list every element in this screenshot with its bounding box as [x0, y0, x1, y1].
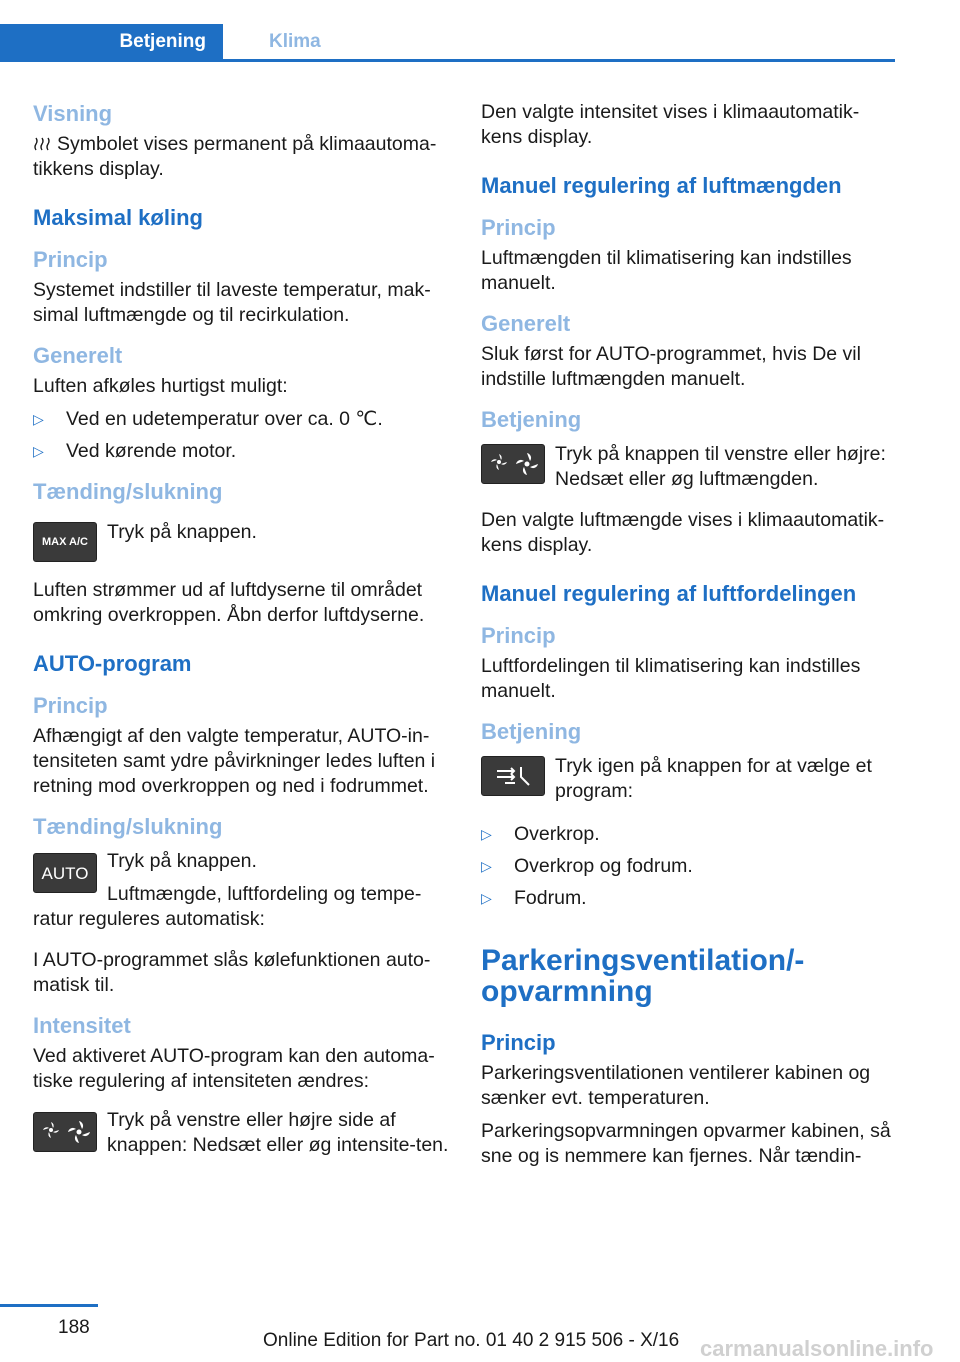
auto-taending-text1: Tryk på knappen.	[107, 850, 257, 872]
maks-princip-text: Systemet indstiller til laveste temperatur, mak-simal luftmængde og til recirkulation.	[33, 279, 431, 326]
maks-taending-text: Tryk på knappen.	[107, 521, 257, 543]
luft-generelt-heading: Generelt	[481, 311, 571, 336]
visning-text: Symbolet vises permanent på klimaautoma-tikkens display.	[33, 133, 437, 180]
auto-taending-heading: Tænding/slukning	[33, 814, 223, 839]
list-item: ▷ Ved en udetemperatur over ca. 0 ℃.	[33, 408, 383, 430]
maks-princip-heading: Princip	[33, 247, 108, 272]
fordel-button-row	[481, 754, 899, 804]
maks-generelt-heading: Generelt	[33, 343, 123, 368]
intensitet-button-block	[33, 1108, 451, 1158]
seat-airflow-icon	[491, 763, 535, 789]
intensitet-button-text: Tryk på venstre eller højre side af knappen: Nedsæt eller øg intensite-ten.	[107, 1109, 449, 1156]
air-distribution-button-image	[481, 756, 545, 796]
intensitet-heading: Intensitet	[33, 1013, 131, 1038]
right-column	[481, 100, 899, 1169]
fordel-bullet-list	[481, 822, 899, 911]
left-column	[33, 100, 451, 1158]
list-item: ▷ Ved kørende motor.	[33, 440, 237, 462]
triangle-bullet-icon: ▷	[481, 826, 492, 842]
maks-bullet-list	[33, 407, 451, 464]
max-ac-button-image: MAX A/C	[33, 522, 97, 562]
auto-after-text: I AUTO-programmet slås kølefunktionen auto-matisk til.	[33, 949, 431, 996]
auto-button-block	[33, 849, 451, 932]
page-number-bar	[0, 1304, 98, 1307]
fordel-betjening-text: Tryk igen på knappen for at vælge et program:	[555, 755, 872, 802]
intensity-button-image	[33, 1112, 97, 1152]
park-text2: Parkeringsopvarmningen opvarmer kabinen, så sne og is nemmere kan fjernes. Når tændin-	[481, 1120, 891, 1167]
visning-paragraph	[33, 132, 451, 182]
parkeringsventilation-heading: Parkeringsventilation/-opvarmning	[481, 944, 805, 1008]
list-item: ▷ Overkrop.	[481, 823, 600, 845]
maks-generelt-text: Luften afkøles hurtigst muligt:	[33, 375, 288, 397]
fordel-princip-heading: Princip	[481, 623, 556, 648]
fordel-princip-text: Luftfordelingen til klimatisering kan indstilles manuelt.	[481, 655, 861, 702]
park-text1: Parkeringsventilationen ventilerer kabinen og sænker evt. temperaturen.	[481, 1062, 871, 1109]
auto-program-heading: AUTO-program	[33, 651, 192, 676]
auto-taending-text2: Luftmængde, luftfordeling og tempe-ratur reguleres automatisk:	[33, 883, 422, 930]
triangle-bullet-icon: ▷	[33, 443, 44, 459]
edition-footer: Online Edition for Part no. 01 40 2 915 506 - X/16	[263, 1330, 680, 1351]
tab-betjening[interactable]: Betjening	[0, 24, 223, 59]
maks-taending-heading: Tænding/slukning	[33, 479, 223, 504]
auto-princip-heading: Princip	[33, 693, 108, 718]
triangle-bullet-icon: ▷	[33, 411, 44, 427]
list-item: ▷ Fodrum.	[481, 887, 587, 909]
maks-koling-heading: Maksimal køling	[33, 205, 203, 230]
intensitet-text: Ved aktiveret AUTO-program kan den automa-tiske regulering af intensiteten ændres:	[33, 1045, 435, 1092]
watermark: carmanualsonline.info	[700, 1336, 934, 1361]
luft-betjening-heading: Betjening	[481, 407, 582, 432]
luft-after-text: Den valgte luftmængde vises i klimaautomatik-kens display.	[481, 509, 885, 556]
maks-after-text: Luften strømmer ud af luftdyserne til området omkring overkroppen. Åbn derfor luftdyserne.	[33, 579, 425, 626]
fan-icon	[37, 1117, 93, 1147]
chapter-tabs	[0, 24, 895, 62]
page-number: 188	[58, 1317, 90, 1338]
auto-princip-text: Afhængigt af den valgte temperatur, AUTO-in-tensiteten samt ydre påvirkninger ledes luften i retning mod overkroppen og ned i fodrummet.	[33, 725, 436, 797]
park-princip-heading: Princip	[481, 1030, 556, 1055]
luftmaengde-heading: Manuel regulering af luftmængden	[481, 173, 842, 198]
fordel-betjening-heading: Betjening	[481, 719, 582, 744]
luft-button-row	[481, 442, 899, 492]
fan-button-image	[481, 444, 545, 484]
fan-icon	[485, 449, 541, 479]
luft-princip-heading: Princip	[481, 215, 556, 240]
intensitet-cont-text: Den valgte intensitet vises i klimaautomatik-kens display.	[481, 101, 860, 148]
triangle-bullet-icon: ▷	[481, 890, 492, 906]
triangle-bullet-icon: ▷	[481, 858, 492, 874]
luft-betjening-text: Tryk på knappen til venstre eller højre: Nedsæt eller øg luftmængden.	[555, 443, 886, 490]
luft-generelt-text: Sluk først for AUTO-programmet, hvis De vil indstille luftmængden manuelt.	[481, 343, 861, 390]
tab-klima[interactable]: Klima	[269, 31, 321, 52]
visning-heading: Visning	[33, 101, 113, 126]
luft-princip-text: Luftmængden til klimatisering kan indstilles manuelt.	[481, 247, 852, 294]
auto-button-image: AUTO	[33, 853, 97, 893]
maks-button-row	[33, 520, 451, 562]
max-cooling-symbol-icon	[33, 136, 51, 152]
list-item: ▷ Overkrop og fodrum.	[481, 855, 693, 877]
luftfordeling-heading: Manuel regulering af luftfordelingen	[481, 581, 857, 606]
